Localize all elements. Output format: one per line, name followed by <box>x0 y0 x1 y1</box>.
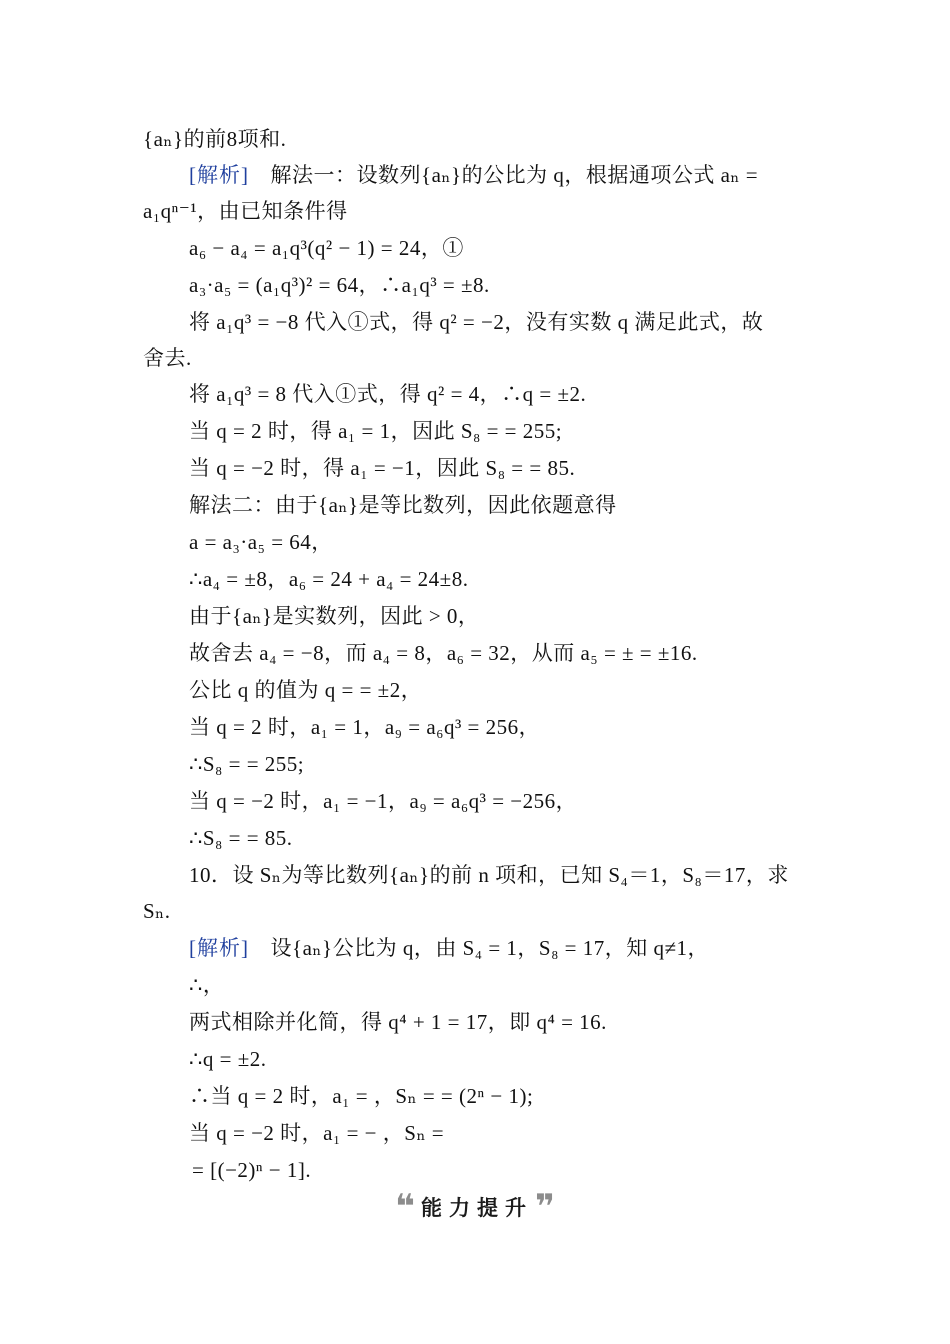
line-text: ∴， <box>189 973 225 997</box>
text-line <box>143 193 348 229</box>
section-heading <box>0 1187 950 1227</box>
text-line <box>189 1004 607 1040</box>
text-line <box>143 121 286 157</box>
text-line <box>189 376 586 412</box>
text-line <box>189 783 577 819</box>
line-text: 当 q = 2 时，a₁ = 1，a₉ = a₆q³ = 256， <box>189 715 541 739</box>
text-line <box>189 1041 266 1077</box>
text-line <box>189 157 758 193</box>
text-line <box>189 304 763 340</box>
line-text: 两式相除并化简，得 q⁴ + 1 = 17，即 q⁴ = 16. <box>189 1010 607 1034</box>
line-text: 公比 q 的值为 q = = ±2， <box>189 678 423 702</box>
text-line <box>189 524 333 560</box>
line-text: ∴a₄ = ±8，a₆ = 24 + a₄ = 24±8. <box>189 567 469 591</box>
line-text: a₆ − a₄ = a₁q³(q² − 1) = 24，① <box>189 236 464 260</box>
section-title: 能力提升 <box>421 1196 533 1220</box>
line-text: Sₙ. <box>143 899 171 923</box>
text-line <box>189 561 468 597</box>
text-line <box>189 746 304 782</box>
line-text: 当 q = −2 时，a₁ = − ，Sₙ = <box>189 1121 445 1145</box>
line-text: = [(−2)ⁿ − 1]. <box>192 1158 312 1182</box>
close-quote-icon: ❞ <box>535 1187 555 1227</box>
tag-gap <box>249 163 271 187</box>
line-text: a = a₃·a₅ = 64， <box>189 530 333 554</box>
text-line <box>189 598 479 634</box>
line-text: 由于{aₙ}是实数列，因此 > 0， <box>189 604 480 628</box>
text-line <box>143 340 192 376</box>
text-line <box>189 1078 533 1114</box>
text-line <box>189 413 562 449</box>
text-line <box>189 635 698 671</box>
text-line <box>189 930 709 966</box>
line-text: 解法二：由于{aₙ}是等比数列，因此依题意得 <box>189 493 617 517</box>
text-line <box>192 1152 311 1188</box>
line-text: {aₙ}的前8项和. <box>143 127 287 151</box>
tag-gap <box>249 936 271 960</box>
open-quote-icon: ❝ <box>395 1187 415 1227</box>
line-text: 设{aₙ}公比为 q，由 S₄ = 1，S₈ = 17，知 q≠1， <box>270 936 710 960</box>
line-text: ∴S₈ = = 255; <box>189 752 305 776</box>
text-line <box>189 967 224 1003</box>
text-line <box>189 857 789 893</box>
line-text: ∴当 q = 2 时，a₁ = ，Sₙ = = (2ⁿ − 1); <box>189 1084 534 1108</box>
line-text: ∴S₈ = = 85. <box>189 826 293 850</box>
text-line <box>189 487 617 523</box>
line-text: 舍去. <box>143 346 192 370</box>
text-line <box>143 893 171 929</box>
text-line <box>189 709 540 745</box>
line-text: 解法一：设数列{aₙ}的公比为 q，根据通项公式 aₙ = <box>270 163 759 187</box>
text-line <box>189 450 575 486</box>
line-text: 故舍去 a₄ = −8，而 a₄ = 8，a₆ = 32，从而 a₅ = ± = ±16. <box>189 641 698 665</box>
text-line <box>189 672 422 708</box>
line-text: 10．设 Sₙ为等比数列{aₙ}的前 n 项和，已知 S₄＝1，S₈＝17，求 <box>189 863 789 887</box>
line-text: 当 q = 2 时，得 a₁ = 1，因此 S₈ = = 255; <box>189 419 563 443</box>
line-text: 当 q = −2 时，a₁ = −1，a₉ = a₆q³ = −256， <box>189 789 578 813</box>
line-text: ∴q = ±2. <box>189 1047 267 1071</box>
text-line <box>189 820 293 856</box>
line-text: 将 a₁q³ = 8 代入①式，得 q² = 4，∴q = ±2. <box>189 382 587 406</box>
analysis-tag: [解析] <box>189 163 249 187</box>
text-line <box>189 230 464 266</box>
line-text: a₃·a₅ = (a₁q³)² = 64，∴a₁q³ = ±8. <box>189 273 490 297</box>
text-line <box>189 1115 444 1151</box>
line-text: a₁qⁿ⁻¹，由已知条件得 <box>143 199 348 223</box>
line-text: 当 q = −2 时，得 a₁ = −1，因此 S₈ = = 85. <box>189 456 576 480</box>
text-line <box>189 267 490 303</box>
analysis-tag: [解析] <box>189 936 249 960</box>
line-text: 将 a₁q³ = −8 代入①式，得 q² = −2，没有实数 q 满足此式，故 <box>189 310 764 334</box>
